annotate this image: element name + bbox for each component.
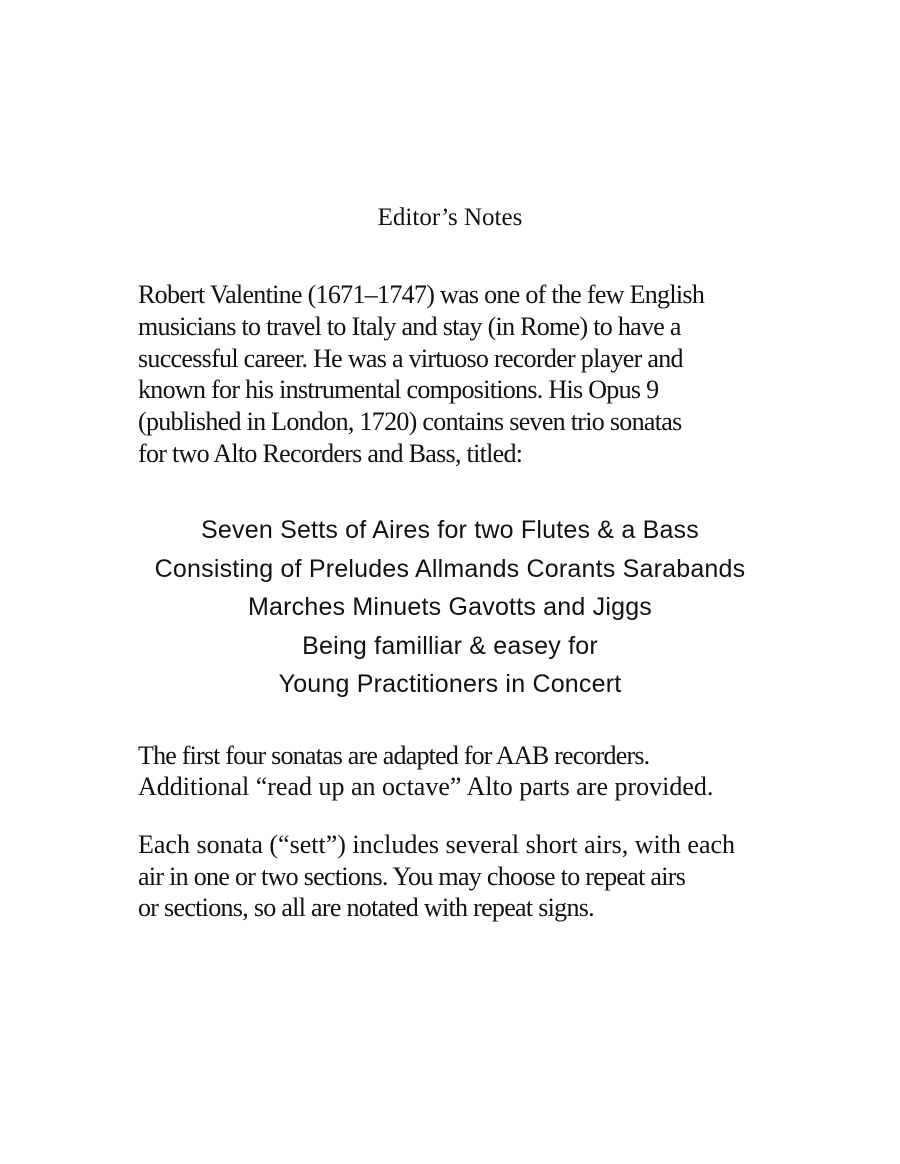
intro-line: successful career. He was a virtuoso recorder player and <box>138 343 683 373</box>
title-line: Consisting of Preludes Allmands Corants Sarabands <box>154 554 746 583</box>
paragraph-line: The first four sonatas are adapted for AAB recorders. <box>138 741 650 770</box>
intro-paragraph <box>138 279 788 470</box>
paragraph-line: Each sonata (“sett”) includes several short airs, with each <box>138 830 736 859</box>
paragraph-line: air in one or two sections. You may choose to repeat airs <box>138 861 686 891</box>
intro-line: musicians to travel to Italy and stay (in Rome) to have a <box>138 311 681 341</box>
title-line: Marches Minuets Gavotts and Jiggs <box>248 593 652 621</box>
intro-line: known for his instrumental compositions. His Opus 9 <box>138 375 659 405</box>
intro-line: for two Alto Recorders and Bass, titled: <box>138 438 523 468</box>
title-line: Seven Setts of Aires for two Flutes & a Bass <box>201 516 699 544</box>
original-title-block <box>0 511 900 704</box>
title-line: Being familliar & easey for <box>302 631 598 660</box>
sett-paragraph <box>138 829 838 924</box>
intro-line: (published in London, 1720) contains seven trio sonatas <box>138 407 682 437</box>
intro-line: Robert Valentine (1671–1747) was one of the few English <box>138 280 705 309</box>
paragraph-line: or sections, so all are notated with repeat signs. <box>138 893 594 922</box>
adaptation-paragraph <box>138 740 838 802</box>
title-line: Young Practitioners in Concert <box>278 670 622 698</box>
paragraph-line: Additional “read up an octave” Alto parts are provided. <box>138 772 714 801</box>
page-title: Editor’s Notes <box>377 204 523 231</box>
